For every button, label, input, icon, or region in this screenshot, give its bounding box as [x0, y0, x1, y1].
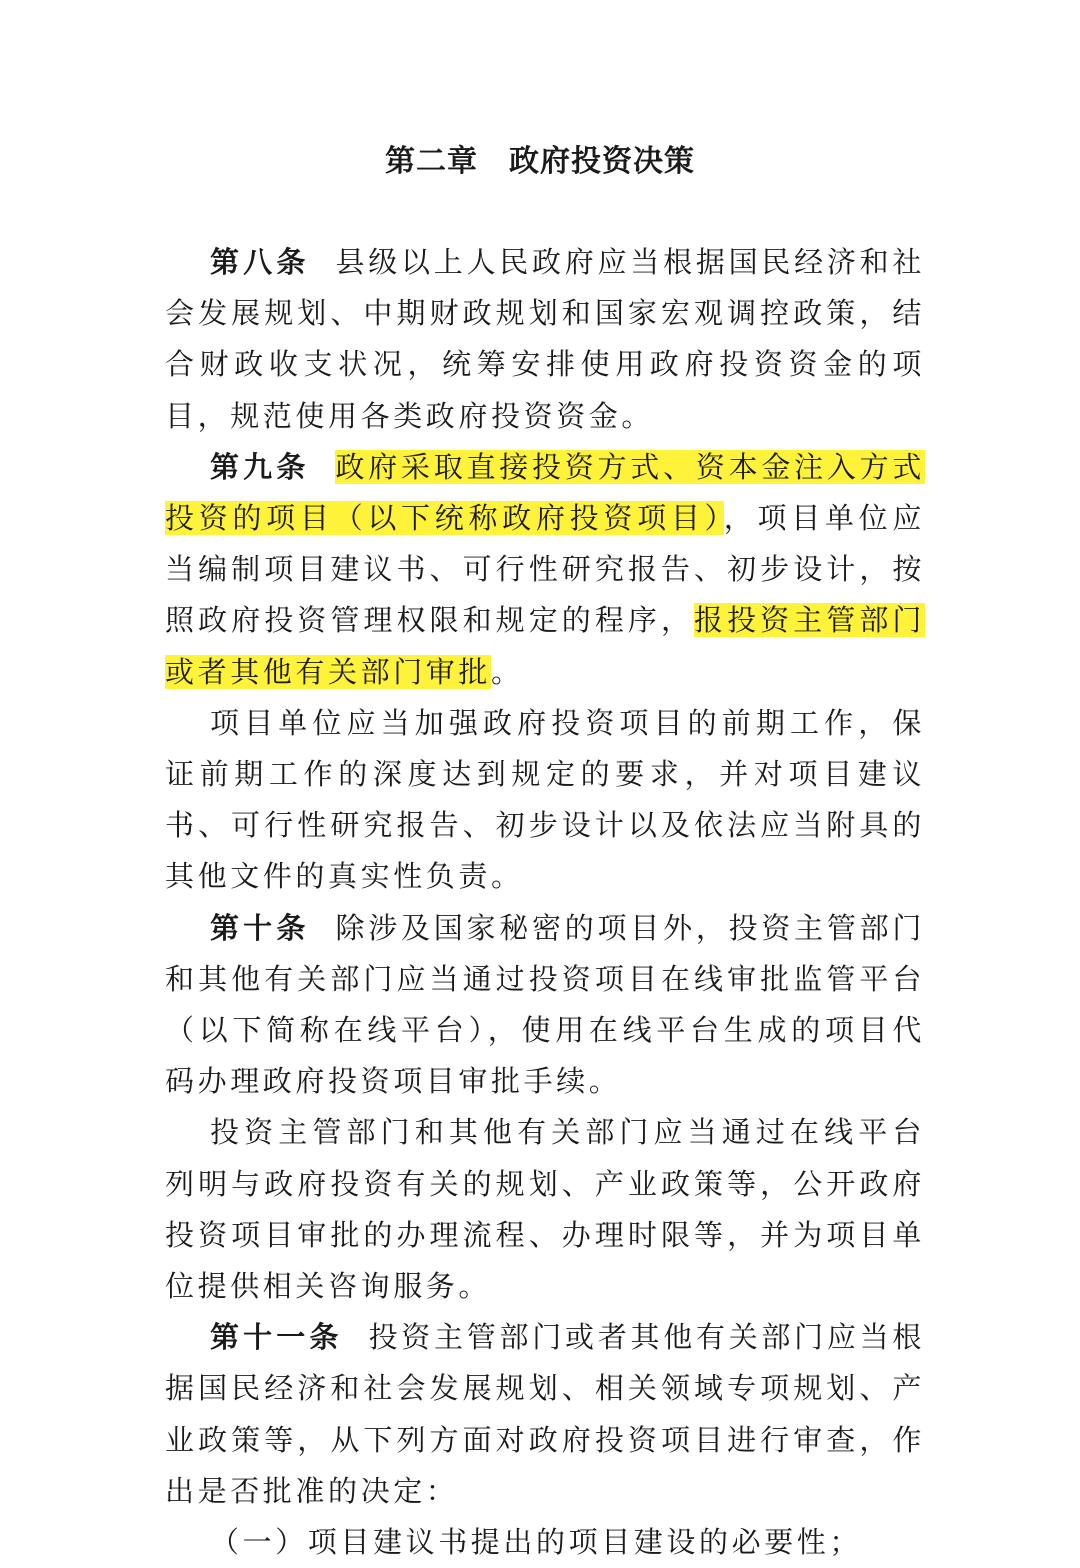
article-9-paragraph-2: 项目单位应当加强政府投资项目的前期工作，保证前期工作的深度达到规定的要求，并对项目建议书、可行性研究报告、初步设计以及依法应当附具的其他文件的真实性负责。	[165, 705, 925, 894]
highlighted-text: 报投资主管部门或者其他有关部门审批	[165, 603, 925, 689]
article-number: 第九条	[210, 449, 310, 484]
document-body	[165, 237, 925, 1568]
article-text: 县级以上人民政府应当根据国民经济和社会发展规划、中期财政规划和国家宏观调控政策，结合财政收支状况，统筹安排使用政府投资资金的项目，规范使用各类政府投资资金。	[165, 245, 925, 433]
article-10-paragraph-2: 投资主管部门和其他有关部门应当通过在线平台列明与政府投资有关的规划、产业政策等，公开政府投资项目审批的办理流程、办理时限等，并为项目单位提供相关咨询服务。	[165, 1115, 925, 1304]
article-11	[165, 1312, 925, 1517]
highlighted-text: 政府采取直接投资方式、资本金注入方式投资的项目（以下统称政府投资项目）	[165, 449, 925, 536]
article-number: 第十条	[210, 910, 310, 945]
article-text: 除涉及国家秘密的项目外，投资主管部门和其他有关部门应当通过投资项目在线审批监管平台（以下简称在线平台），使用在线平台生成的项目代码办理政府投资项目审批手续。	[165, 910, 925, 1099]
article-text: 。	[491, 654, 524, 689]
article-9	[165, 442, 925, 698]
article-number: 第八条	[210, 245, 310, 279]
article-text: ，项目单位应当编制项目建议书、可行性研究报告、初步设计，按照政府投资管理权限和规定的程序，	[165, 501, 925, 638]
article-8	[165, 237, 925, 442]
article-text: 投资主管部门或者其他有关部门应当根据国民经济和社会发展规划、相关领域专项规划、产业政策等，从下列方面对政府投资项目进行审查，作出是否批准的决定：	[165, 1320, 925, 1508]
article-number: 第十一条	[210, 1320, 343, 1355]
chapter-title: 第二章 政府投资决策	[385, 144, 695, 179]
article-10	[165, 903, 925, 1108]
article-11-item-1: （一）项目建议书提出的项目建设的必要性；	[210, 1525, 863, 1560]
